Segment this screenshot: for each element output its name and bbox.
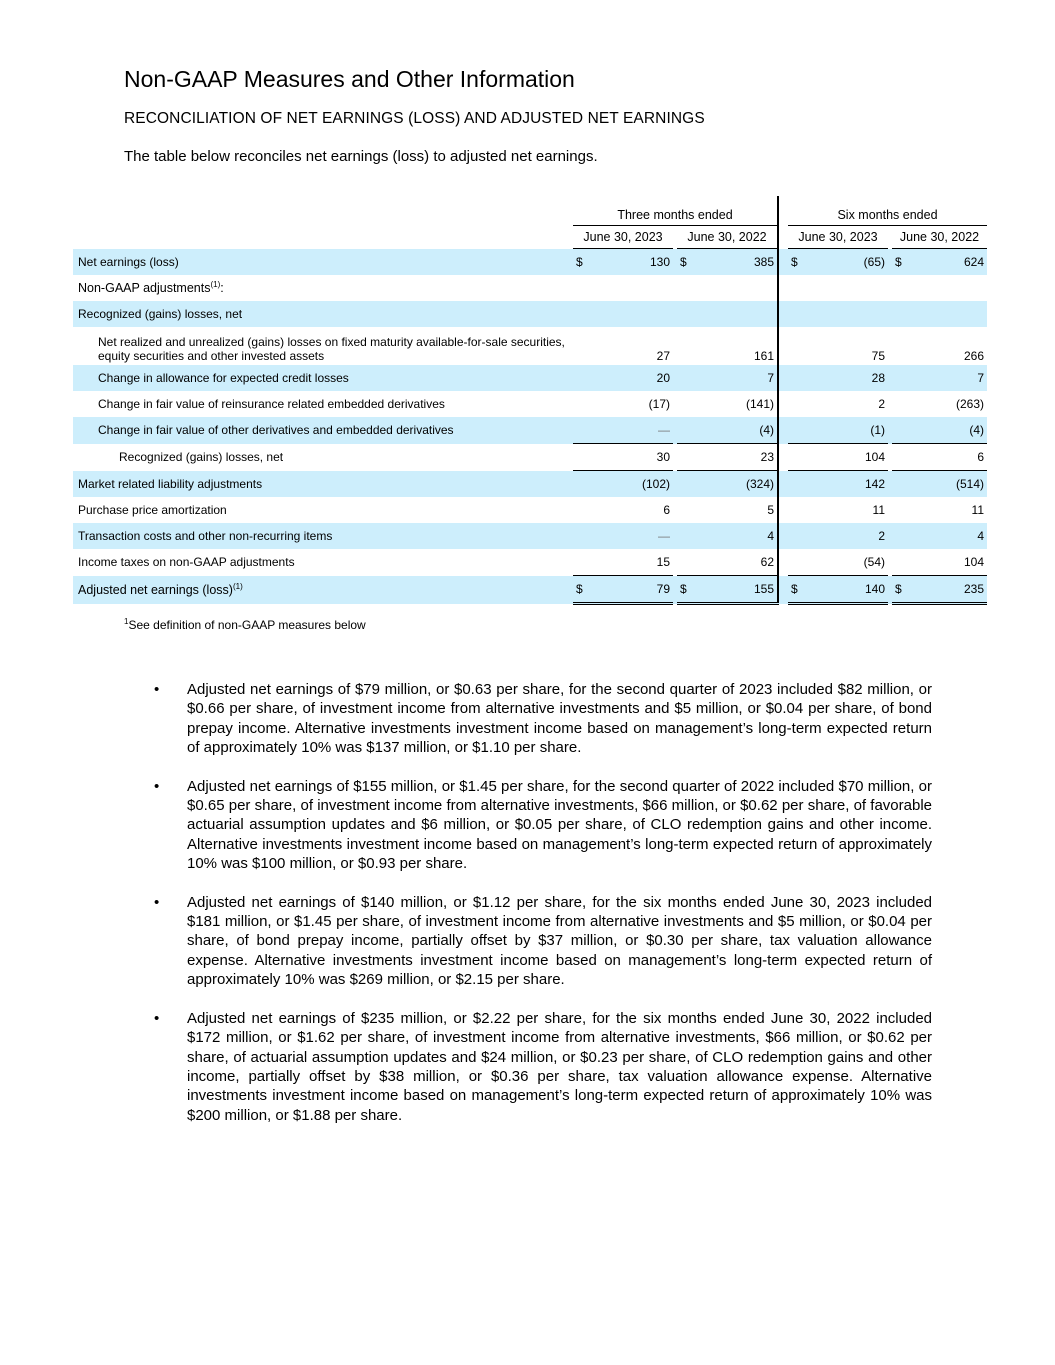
reconciliation-table xyxy=(73,196,987,605)
cell-value: 6 xyxy=(916,444,987,471)
dollar-sign: $ xyxy=(788,576,812,604)
cell-value: 20 xyxy=(597,365,673,391)
cell-value: 161 xyxy=(701,327,778,365)
cell-value: (1) xyxy=(812,417,888,444)
cell-value: 385 xyxy=(701,249,778,276)
dollar-sign: $ xyxy=(892,576,916,604)
cell-value: 624 xyxy=(916,249,987,276)
row-label: Adjusted net earnings (loss)$^{(1)}$ xyxy=(73,576,573,604)
table-row xyxy=(73,523,987,549)
cell-value: 62 xyxy=(701,549,778,576)
section-subtitle: RECONCILIATION OF NET EARNINGS (LOSS) AND ADJUSTED NET EARNINGS xyxy=(124,110,705,127)
cell-value: 142 xyxy=(812,471,888,498)
row-label: Change in allowance for expected credit losses xyxy=(73,365,573,391)
row-label: Net realized and unrealized (gains) losses on fixed maturity available-for-sale securities, equity securities and other invested assets xyxy=(98,335,565,363)
cell-value: 235 xyxy=(916,576,987,604)
cell-value: 75 xyxy=(871,349,885,363)
cell-value: (4) xyxy=(701,417,778,444)
row-label: Purchase price amortization xyxy=(78,503,227,517)
cell-value: 27 xyxy=(656,349,670,363)
row-label: Net earnings (loss) xyxy=(73,249,573,276)
cell-value: — xyxy=(597,523,673,549)
bullet-icon: • xyxy=(154,777,160,795)
col-header: June 30, 2023 xyxy=(788,226,888,249)
dollar-sign: $ xyxy=(573,576,597,604)
table-row xyxy=(73,444,987,471)
table-row xyxy=(73,249,987,276)
group-header-six-months: Six months ended xyxy=(788,196,987,226)
list-item: • Adjusted net earnings of $235 million, or $2.22 per share, for the six months ended June 30, 2022 included $172 million, or $1.62 per share, of investment income from alternative investments, $66 million, or $0.62 per share, of actuarial assumption updates and $24 million, or $0.23 per share, of CLO redemption gains and other income, partially offset by $38 million, or $0.36 per share, tax valuation allowance expense. Alternative investments investment income based on management’s long-term expected return of approximately 10% was $200 million, or $1.88 per share. xyxy=(154,1009,932,1124)
group-header-three-months: Three months ended xyxy=(573,196,778,226)
cell-value: 4 xyxy=(916,523,987,549)
dollar-sign: $ xyxy=(573,249,597,276)
cell-value: 130 xyxy=(597,249,673,276)
cell-value: 7 xyxy=(916,365,987,391)
dollar-sign: $ xyxy=(892,249,916,276)
cell-value: 11 xyxy=(971,503,984,517)
cell-value: 11 xyxy=(872,503,885,517)
cell-value: 5 xyxy=(701,497,778,523)
table-row xyxy=(73,327,987,365)
table-row xyxy=(73,549,987,576)
cell-value: 23 xyxy=(701,444,778,471)
table-row xyxy=(73,365,987,391)
dollar-sign: $ xyxy=(788,249,812,276)
cell-value: (54) xyxy=(812,549,888,576)
row-label: Change in fair value of other derivatives and embedded derivatives xyxy=(73,417,573,444)
footnote: $^1$See definition of non-GAAP measures below xyxy=(124,617,366,632)
row-label: Market related liability adjustments xyxy=(73,471,573,498)
col-header: June 30, 2022 xyxy=(892,226,987,249)
cell-value: (4) xyxy=(916,417,987,444)
cell-value: 140 xyxy=(812,576,888,604)
row-label: Recognized (gains) losses, net xyxy=(73,301,573,327)
cell-value: 6 xyxy=(663,503,670,517)
list-item: • Adjusted net earnings of $155 million, or $1.45 per share, for the second quarter of 2022 included $70 million, or $0.65 per share, of investment income from alternative investments, $66 million, or $0.62 per share, of favorable actuarial assumption updates and $6 million, or $0.05 per share, of CLO redemption gains and other income. Alternative investments investment income based on management’s long-term expected return of approximately 10% was $100 million, or $0.93 per share. xyxy=(154,777,932,873)
cell-value: (514) xyxy=(916,471,987,498)
cell-value: 2 xyxy=(812,523,888,549)
table-row xyxy=(73,497,987,523)
table-row xyxy=(73,471,987,498)
bullet-icon: • xyxy=(154,681,160,698)
row-label: Transaction costs and other non-recurring items xyxy=(73,523,573,549)
table-row xyxy=(73,576,987,604)
bullet-icon: • xyxy=(154,1009,160,1027)
cell-value: (17) xyxy=(648,397,670,411)
cell-value: (324) xyxy=(701,471,778,498)
cell-value: 28 xyxy=(812,365,888,391)
cell-value: 104 xyxy=(812,444,888,471)
row-label: Recognized (gains) losses, net xyxy=(119,450,284,464)
cell-value: 30 xyxy=(597,444,673,471)
table-row xyxy=(73,391,987,417)
list-item: • Adjusted net earnings of $140 million, or $1.12 per share, for the six months ended June 30, 2023 included $181 million, or $1.45 per share, of investment income from alternative investments and $5 million, or $0.04 per share, of bond prepay income, partially offset by $37 million, or $0.30 per share, tax valuation allowance expense. Alternative investments investment income based on management’s long-term expected return of approximately 10% was $269 million, or $2.15 per share. xyxy=(154,893,932,989)
cell-value: 79 xyxy=(597,576,673,604)
row-label: Non-GAAP adjustments$^{(1)}$: xyxy=(78,279,224,295)
cell-value: 15 xyxy=(597,549,673,576)
row-label: Income taxes on non-GAAP adjustments xyxy=(78,555,295,570)
intro-text: The table below reconciles net earnings (loss) to adjusted net earnings. xyxy=(124,148,598,165)
page-title: Non-GAAP Measures and Other Information xyxy=(124,66,575,92)
cell-value: — xyxy=(597,417,673,444)
bullet-list xyxy=(150,680,932,1144)
dollar-sign: $ xyxy=(677,576,701,604)
cell-value: (263) xyxy=(955,397,984,411)
cell-value: 2 xyxy=(878,397,885,411)
col-header: June 30, 2022 xyxy=(677,226,778,249)
table-row xyxy=(73,275,987,301)
cell-value: 104 xyxy=(916,549,987,576)
row-label: Change in fair value of reinsurance related embedded derivatives xyxy=(98,397,445,411)
cell-value: 4 xyxy=(701,523,778,549)
bullet-icon: • xyxy=(154,893,160,911)
col-header: June 30, 2023 xyxy=(573,226,673,249)
list-item: • Adjusted net earnings of $79 million, or $0.63 per share, for the second quarter of 2023 included $82 million, or $0.66 per share, of investment income from alternative investments and $5 million, or $0.04 per share, of bond prepay income. Alternative investments investment income based on management’s long-term expected return of approximately 10% was $137 million, or $1.10 per share. xyxy=(154,681,932,757)
cell-value: 7 xyxy=(701,365,778,391)
dollar-sign: $ xyxy=(677,249,701,276)
table-row xyxy=(73,301,987,327)
cell-value: (102) xyxy=(597,471,673,498)
cell-value: (65) xyxy=(812,249,888,276)
cell-value: (141) xyxy=(701,391,778,417)
cell-value: 266 xyxy=(963,349,984,363)
table-row xyxy=(73,417,987,444)
cell-value: 155 xyxy=(701,576,778,604)
